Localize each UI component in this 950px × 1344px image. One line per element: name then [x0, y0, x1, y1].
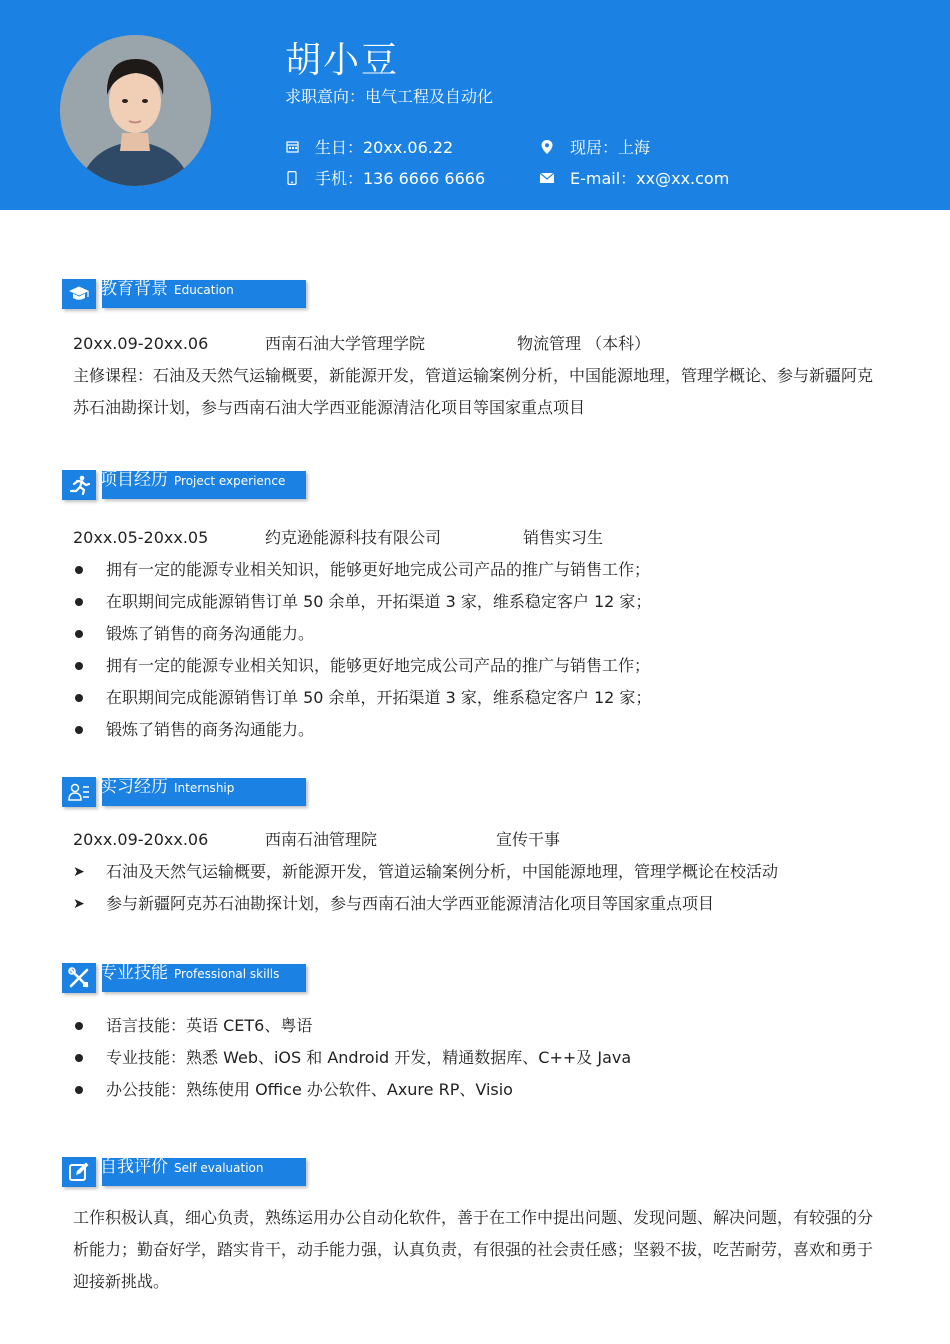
email-info: [540, 166, 729, 189]
section-header-internship: [62, 777, 308, 809]
section-title-internship: 实习经历: [100, 777, 168, 797]
section-title-education: 教育背景: [100, 279, 168, 299]
project-role: 销售实习生: [523, 528, 604, 547]
phone-text: 手机：136 6666 6666: [315, 169, 486, 188]
section-subtitle-internship: Internship: [174, 781, 235, 795]
internship-org: 西南石油管理院: [265, 830, 378, 849]
list-item: 办公技能：熟练使用 Office 办公软件、Axure RP、Visio: [73, 1080, 513, 1100]
list-item: ➤ 石油及天然气运输概要，新能源开发，管道运输案例分析，中国能源地理，管理学概论在校活动: [73, 862, 779, 881]
list-item: 锻炼了销售的商务沟通能力。: [73, 720, 314, 740]
avatar: [60, 35, 211, 186]
project-date: 20xx.05-20xx.05: [73, 528, 209, 547]
section-header-skills: [62, 963, 308, 995]
section-subtitle-self: Self evaluation: [174, 1161, 264, 1175]
section-title-self: 自我评价: [100, 1157, 168, 1177]
education-courses: 主修课程：石油及天然气运输概要，新能源开发，管道运输案例分析，中国能源地理，管理学概论、参与新疆阿克苏石油勘探计划，参与西南石油大学西亚能源清洁化项目等国家重点项目: [73, 366, 874, 417]
education-date: 20xx.09-20xx.06: [73, 334, 209, 353]
education-school: 西南石油大学管理学院: [265, 334, 426, 353]
section-header-education: [62, 279, 308, 311]
phone-icon: [285, 171, 299, 185]
section-header-project: [62, 470, 308, 502]
location-info: [540, 135, 650, 158]
arrow-bullet-icon: ➤: [73, 864, 85, 880]
birthday-text: 生日：20xx.06.22: [315, 138, 454, 157]
arrow-bullet-icon: ➤: [73, 896, 85, 912]
internship-role: 宣传干事: [496, 830, 561, 849]
list-item: 专业技能：熟悉 Web、iOS 和 Android 开发，精通数据库、C++及 Java: [73, 1048, 631, 1068]
list-item: 在职期间完成能源销售订单 50 余单，开拓渠道 3 家，维系稳定客户 12 家；: [73, 688, 651, 708]
phone-info: [285, 166, 485, 189]
location-text: 现居：上海: [570, 138, 651, 157]
candidate-name: 胡小豆: [285, 40, 400, 81]
education-major: 物流管理 （本科）: [517, 334, 651, 353]
section-title-skills: 专业技能: [100, 963, 168, 983]
resume-header: [0, 0, 950, 210]
list-item: ➤ 参与新疆阿克苏石油勘探计划，参与西南石油大学西亚能源清洁化项目等国家重点项目: [73, 894, 715, 913]
self-evaluation-text: 工作积极认真，细心负责，熟练运用办公自动化软件，善于在工作中提出问题、发现问题、解决问题，有较强的分析能力；勤奋好学，踏实肯干，动手能力强，认真负责，有很强的社会责任感；坚毅不拔，吃苦耐劳，喜欢和勇于迎接新挑战。: [73, 1208, 874, 1291]
tools-icon: [62, 963, 96, 993]
section-subtitle-project: Project experience: [174, 474, 286, 488]
list-item: 在职期间完成能源销售订单 50 余单，开拓渠道 3 家，维系稳定客户 12 家；: [73, 592, 651, 612]
job-intent: 求职意向：电气工程及自动化: [285, 87, 494, 106]
email-text: E-mail：xx@xx.com: [570, 169, 730, 188]
section-header-self: [62, 1157, 308, 1189]
calendar-icon: [285, 140, 299, 154]
list-item: 锻炼了销售的商务沟通能力。: [73, 624, 314, 644]
project-company: 约克逊能源科技有限公司: [265, 528, 442, 547]
section-title-project: 项目经历: [100, 470, 168, 490]
graduation-cap-icon: [62, 279, 96, 309]
edit-icon: [62, 1157, 96, 1187]
envelope-icon: [540, 171, 554, 185]
location-pin-icon: [540, 140, 554, 154]
running-person-icon: [62, 470, 96, 500]
internship-date: 20xx.09-20xx.06: [73, 830, 209, 849]
section-subtitle-education: Education: [174, 283, 234, 297]
birthday-info: [285, 135, 453, 158]
list-item: 拥有一定的能源专业相关知识，能够更好地完成公司产品的推广与销售工作；: [73, 560, 650, 580]
list-item: 语言技能：英语 CET6、粤语: [73, 1016, 312, 1036]
avatar-photo: [60, 35, 211, 186]
section-subtitle-skills: Professional skills: [174, 967, 280, 981]
list-item: 拥有一定的能源专业相关知识，能够更好地完成公司产品的推广与销售工作；: [73, 656, 650, 676]
person-list-icon: [62, 777, 96, 807]
